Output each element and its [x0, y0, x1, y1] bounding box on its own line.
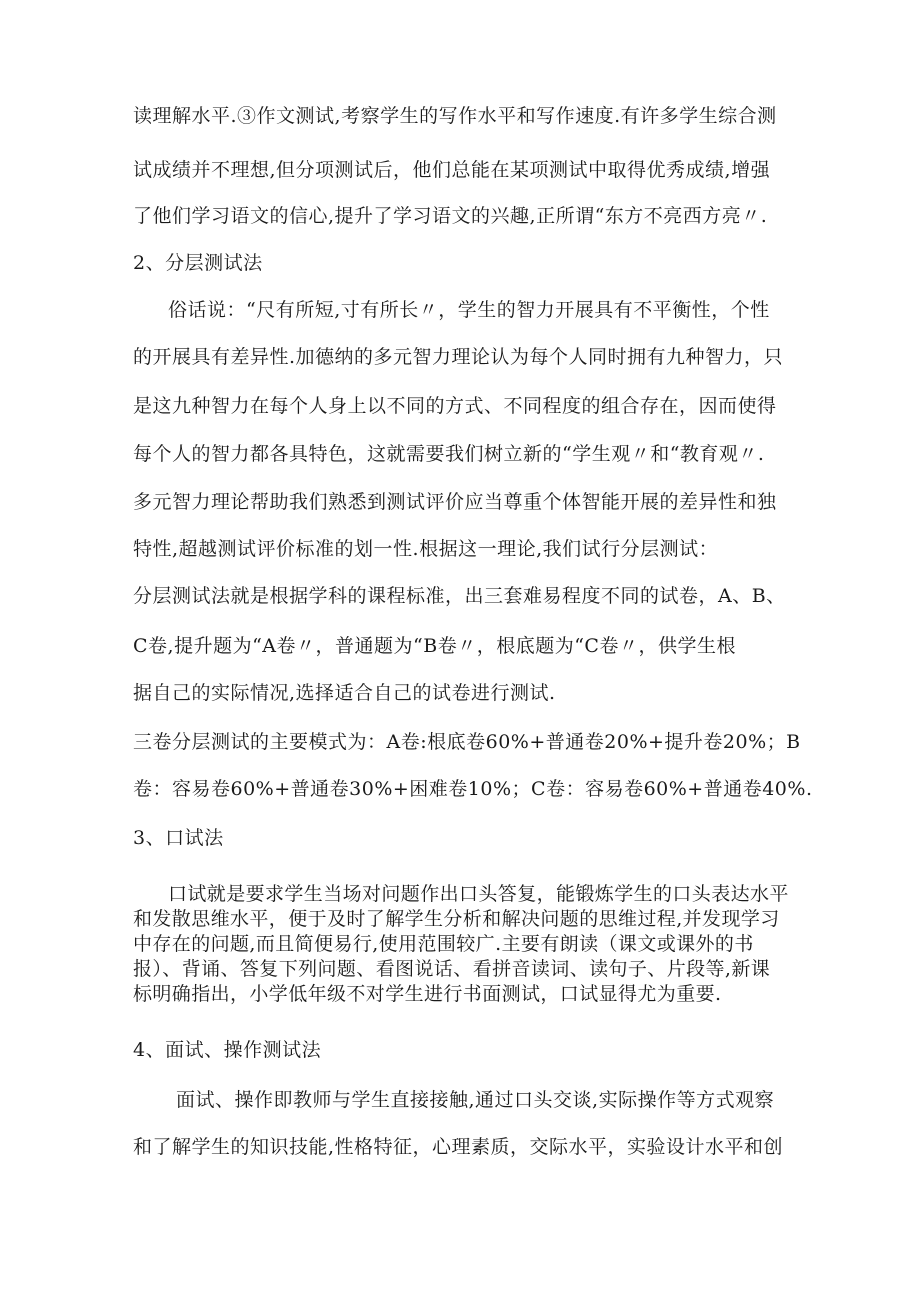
paragraph-block [133, 882, 798, 1007]
paragraph-line: 读理解水平.③作文测试,考察学生的写作水平和写作速度.有许多学生综合测 [133, 105, 777, 127]
paragraph-line: 和发散思维水平，便于及时了解学生分析和解决问题的思维过程,并发现学习 [133, 908, 780, 930]
paragraph-line: 是这九种智力在每个人身上以不同的方式、不同程度的组合存在，因而使得 [133, 395, 777, 417]
paragraph-line: 口试就是要求学生当场对问题作出口头答复，能锻炼学生的口头表达水平 [168, 883, 789, 905]
paragraph-line: 特性,超越测试评价标准的划一性.根据这一理论,我们试行分层测试： [133, 538, 719, 560]
paragraph-line: 多元智力理论帮助我们熟悉到测试评价应当尊重个体智能开展的差异性和独 [133, 491, 777, 513]
paragraph-line: 报）、背诵、答复下列问题、看图说话、看拼音读词、读句子、片段等,新课 [133, 958, 771, 980]
paragraph-line: 三卷分层测试的主要模式为：A卷:根底卷60%+普通卷20%+提升卷20%；B [133, 731, 801, 753]
paragraph-line: 卷：容易卷60%+普通卷30%+困难卷10%；C卷：容易卷60%+普通卷40%. [133, 778, 813, 800]
paragraph-line: 了他们学习语文的信心,提升了学习语文的兴趣,正所谓“东方不亮西方亮〃. [133, 205, 768, 227]
paragraph-line: 试成绩并不理想,但分项测试后，他们总能在某项测试中取得优秀成绩,增强 [133, 159, 771, 181]
paragraph-line: C卷,提升题为“A卷〃，普通题为“B卷〃，根底题为“C卷〃，供学生根 [133, 635, 736, 657]
paragraph-line: 和了解学生的知识技能,性格特征，心理素质，交际水平，实验设计水平和创 [133, 1136, 784, 1158]
paragraph-line: 的开展具有差异性.加德纳的多元智力理论认为每个人同时拥有九种智力，只 [133, 346, 784, 368]
paragraph-line: 每个人的智力都各具特色，这就需要我们树立新的“学生观〃和“教育观〃. [133, 443, 765, 465]
paragraph-line: 俗话说：“尺有所短,寸有所长〃，学生的智力开展具有不平衡性，个性 [168, 299, 770, 321]
section-heading: 4、面试、操作测试法 [133, 1039, 322, 1061]
paragraph-line: 中存在的问题,而且简便易行,使用范围较广.主要有朗读（课文或课外的书 [133, 933, 754, 955]
paragraph-line: 据自己的实际情况,选择适合自己的试卷进行测试. [133, 682, 556, 704]
paragraph-line: 分层测试法就是根据学科的课程标准，出三套难易程度不同的试卷，A、B、 [133, 585, 786, 607]
paragraph-line: 标明确指出，小学低年级不对学生进行书面测试，口试显得尤为重要. [133, 983, 722, 1005]
paragraph-line: 面试、操作即教师与学生直接接触,通过口头交谈,实际操作等方式观察 [176, 1089, 775, 1111]
section-heading: 3、口试法 [133, 827, 224, 849]
section-heading: 2、分层测试法 [133, 252, 263, 274]
